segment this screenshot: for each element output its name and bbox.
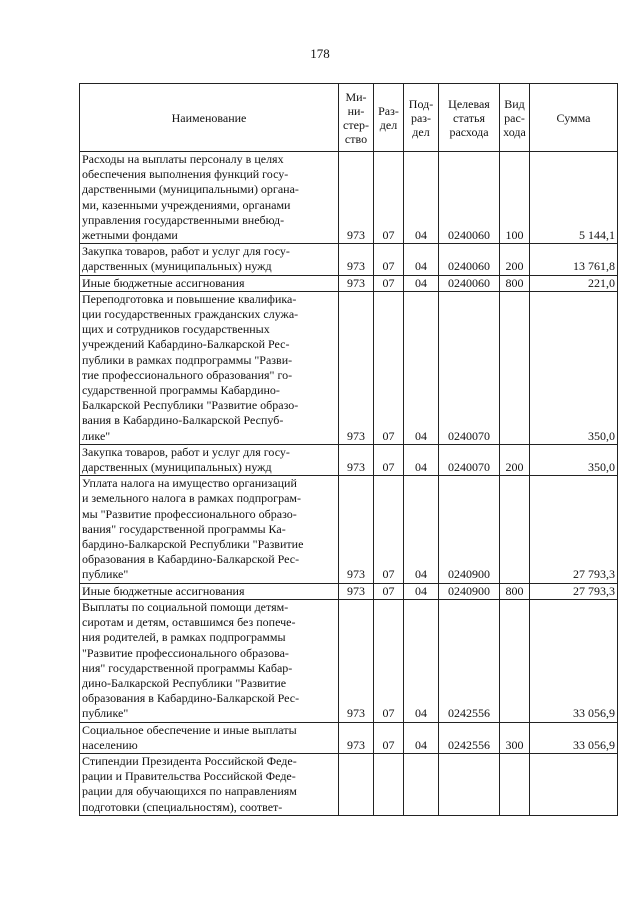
cell-type — [500, 476, 530, 583]
cell-target: 0242556 — [439, 722, 500, 753]
cell-type: 800 — [500, 583, 530, 599]
cell-amount: 5 144,1 — [530, 152, 618, 244]
cell-target: 0240060 — [439, 244, 500, 275]
cell-amount: 350,0 — [530, 444, 618, 475]
cell-amount: 221,0 — [530, 275, 618, 291]
cell-subsection: 04 — [404, 244, 439, 275]
row-name-text: Расходы на выплаты персоналу в целях обеспечения выполнения функций госу- дарственными (муниципальными) органа- ми, казенными учреждениями, органами управления государственными внебюд- жетными фондами — [82, 152, 299, 243]
cell-target: 0240900 — [439, 476, 500, 583]
cell-ministry — [339, 753, 374, 815]
cell-subsection: 04 — [404, 275, 439, 291]
cell-subsection: 04 — [404, 583, 439, 599]
cell-name — [80, 583, 339, 599]
cell-ministry: 973 — [339, 152, 374, 244]
cell-type: 100 — [500, 152, 530, 244]
header-name: Наименование — [80, 84, 339, 152]
cell-section: 07 — [374, 476, 404, 583]
cell-type — [500, 599, 530, 722]
cell-subsection: 04 — [404, 722, 439, 753]
cell-target: 0240060 — [439, 275, 500, 291]
cell-ministry: 973 — [339, 722, 374, 753]
cell-ministry: 973 — [339, 275, 374, 291]
cell-amount: 33 056,9 — [530, 722, 618, 753]
cell-target: 0240070 — [439, 444, 500, 475]
header-ministry: Ми- ни- стер- ство — [339, 84, 374, 152]
cell-subsection — [404, 753, 439, 815]
cell-name — [80, 275, 339, 291]
budget-table — [79, 83, 618, 816]
table-row — [80, 152, 618, 244]
row-name-text: Уплата налога на имущество организаций и земельного налога в рамках подпрограм- мы "Развитие профессионального образо- вания" государственной программы Ка- бардино-Балкарской Республики "Развитие образования в Кабардино-Балкарской Рес- публике" — [82, 476, 304, 582]
cell-type — [500, 753, 530, 815]
cell-amount: 13 761,8 — [530, 244, 618, 275]
cell-target: 0240900 — [439, 583, 500, 599]
cell-subsection: 04 — [404, 476, 439, 583]
cell-subsection: 04 — [404, 291, 439, 444]
cell-target: 0242556 — [439, 599, 500, 722]
table-row — [80, 722, 618, 753]
cell-section: 07 — [374, 291, 404, 444]
cell-type: 300 — [500, 722, 530, 753]
cell-ministry: 973 — [339, 291, 374, 444]
cell-target: 0240070 — [439, 291, 500, 444]
cell-ministry: 973 — [339, 476, 374, 583]
row-name-text: Переподготовка и повышение квалифика- ции государственных гражданских служа- щих и сотрудников государственных учреждений Кабардино-Балкарской Рес- публики в рамках подпрограммы "Разви- тие профессионального образования" го- сударственной программы Кабардино- Балкарской Республики "Развитие образо- вания в Кабардино-Балкарской Респуб- лике" — [82, 291, 299, 443]
cell-section: 07 — [374, 599, 404, 722]
cell-section: 07 — [374, 244, 404, 275]
row-name-text: Закупка товаров, работ и услуг для госу- дарственных (муниципальных) нужд — [82, 444, 290, 475]
row-name-text: Иные бюджетные ассигнования — [82, 275, 245, 290]
cell-name — [80, 444, 339, 475]
table-row — [80, 244, 618, 275]
cell-section: 07 — [374, 444, 404, 475]
cell-section: 07 — [374, 583, 404, 599]
header-subsection: Под- раз- дел — [404, 84, 439, 152]
cell-amount: 350,0 — [530, 291, 618, 444]
table-row — [80, 583, 618, 599]
cell-name — [80, 753, 339, 815]
cell-ministry: 973 — [339, 444, 374, 475]
cell-type: 200 — [500, 244, 530, 275]
cell-name — [80, 599, 339, 722]
cell-type — [500, 291, 530, 444]
cell-subsection: 04 — [404, 599, 439, 722]
row-name-text: Иные бюджетные ассигнования — [82, 583, 245, 598]
table-row — [80, 476, 618, 583]
table-row — [80, 291, 618, 444]
cell-ministry: 973 — [339, 583, 374, 599]
cell-amount: 27 793,3 — [530, 583, 618, 599]
cell-name — [80, 291, 339, 444]
page-number: 178 — [310, 46, 330, 61]
cell-ministry: 973 — [339, 244, 374, 275]
table-row — [80, 753, 618, 815]
header-section: Раз- дел — [374, 84, 404, 152]
cell-amount: 27 793,3 — [530, 476, 618, 583]
cell-subsection: 04 — [404, 152, 439, 244]
cell-amount — [530, 753, 618, 815]
cell-section: 07 — [374, 152, 404, 244]
table-row — [80, 444, 618, 475]
header-type: Вид рас- хода — [500, 84, 530, 152]
cell-type: 800 — [500, 275, 530, 291]
table-header-row — [80, 84, 618, 152]
cell-type: 200 — [500, 444, 530, 475]
cell-target — [439, 753, 500, 815]
header-target: Целевая статья расхода — [439, 84, 500, 152]
cell-ministry: 973 — [339, 599, 374, 722]
row-name-text: Социальное обеспечение и иные выплаты населению — [82, 722, 297, 752]
row-name-text: Выплаты по социальной помощи детям- сиротам и детям, оставшимся без попече- ния родителей, в рамках подпрограммы "Развитие профессионального образова- ния" государственной программы Кабар- дино-Балкарской Республики "Развитие образования в Кабардино-Балкарской Рес- публике" — [82, 599, 300, 721]
header-amount: Сумма — [530, 84, 618, 152]
cell-subsection: 04 — [404, 444, 439, 475]
cell-section: 07 — [374, 275, 404, 291]
table-row — [80, 275, 618, 291]
cell-target: 0240060 — [439, 152, 500, 244]
cell-name — [80, 244, 339, 275]
cell-name — [80, 476, 339, 583]
cell-section — [374, 753, 404, 815]
table-row — [80, 599, 618, 722]
cell-amount: 33 056,9 — [530, 599, 618, 722]
cell-name — [80, 152, 339, 244]
cell-section: 07 — [374, 722, 404, 753]
row-name-text: Закупка товаров, работ и услуг для госу- дарственных (муниципальных) нужд — [82, 244, 290, 274]
cell-name — [80, 722, 339, 753]
row-name-text: Стипендии Президента Российской Феде- рации и Правительства Российской Феде- рации для обучающихся по направлениям подготовки (специальностям), соответ- — [82, 753, 297, 814]
